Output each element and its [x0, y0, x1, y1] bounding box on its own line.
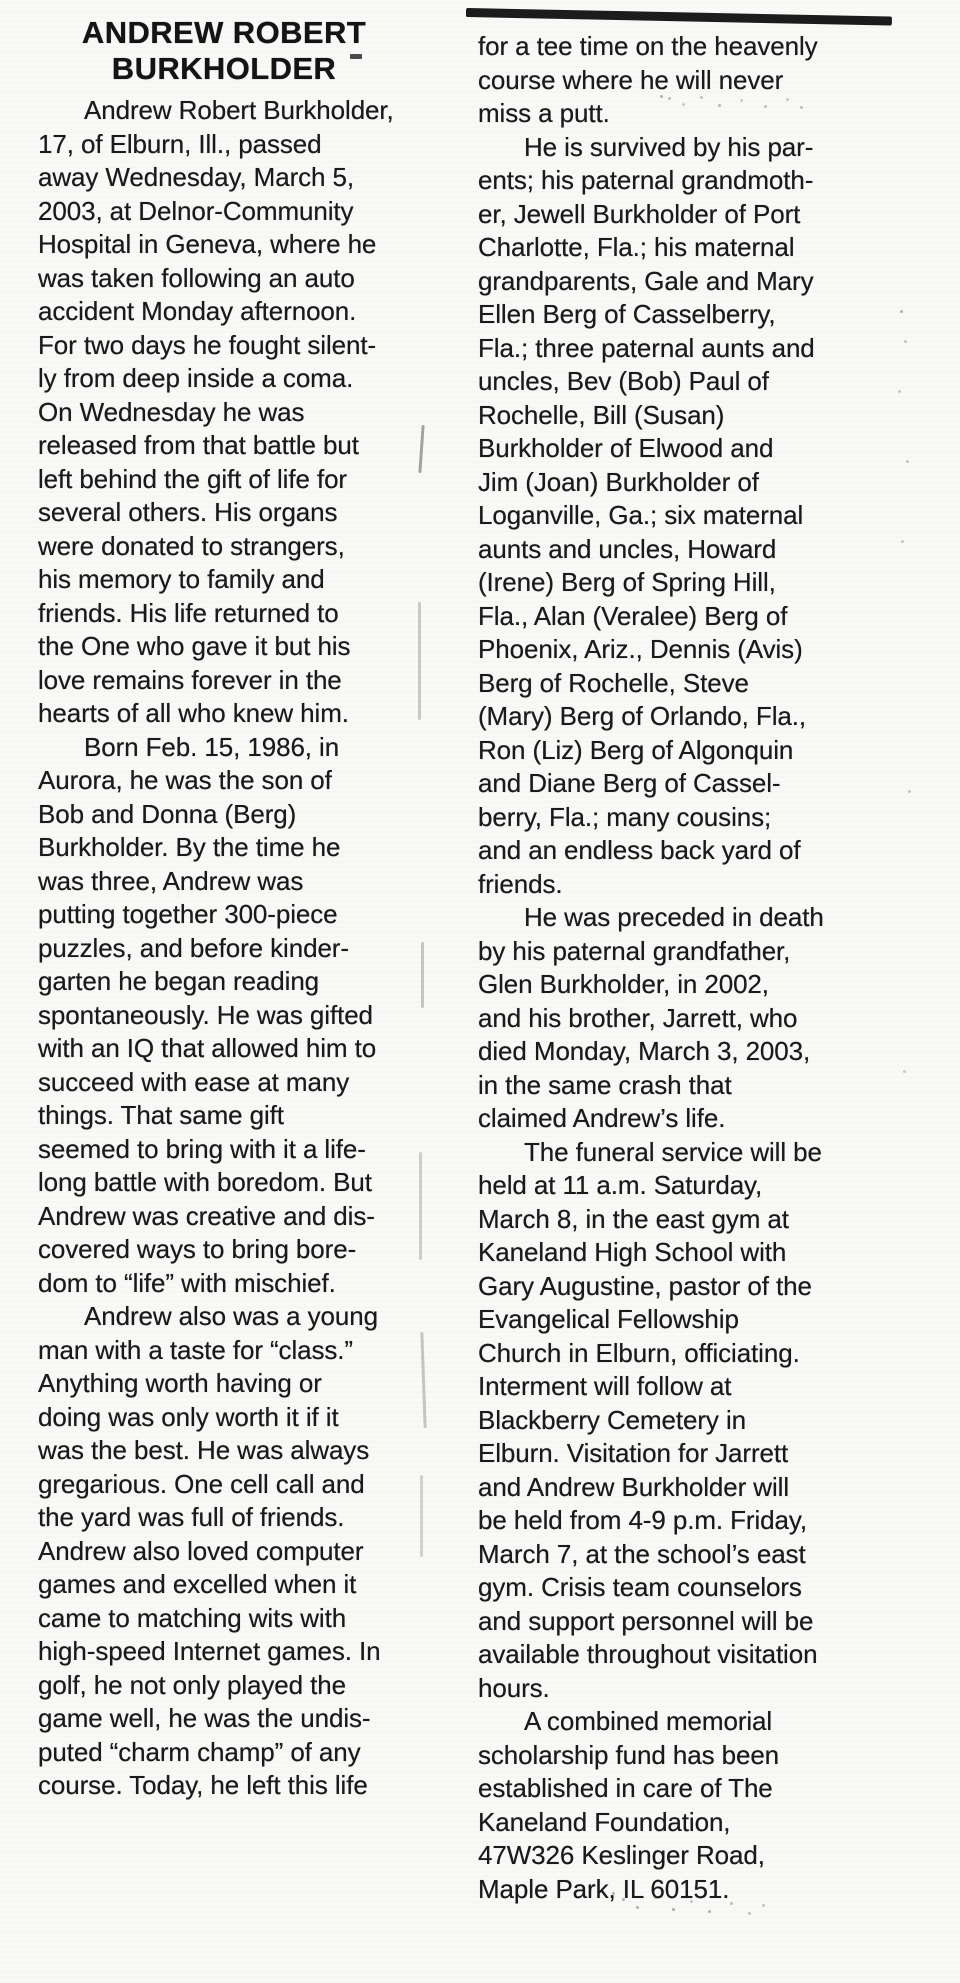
text-line: course. Today, he left this life: [38, 1770, 368, 1800]
text-line: Ron (Liz) Berg of Algonquin: [478, 734, 794, 765]
text-line: and an endless back yard of: [478, 835, 801, 865]
text-line: with an IQ that allowed him to: [38, 1033, 377, 1063]
gutter-rule-fragment: [420, 1475, 423, 1557]
text-line: Bob and Donna (Berg): [38, 798, 297, 829]
text-line: was the best. He was always: [38, 1435, 370, 1465]
headline-line-2: BURKHOLDER: [111, 51, 337, 86]
text-line: puted “charm champ” of any: [38, 1736, 361, 1767]
text-line: Evangelical Fellowship: [478, 1304, 739, 1334]
text-line: garten he began reading: [38, 966, 320, 996]
text-line: gregarious. One cell call and: [38, 1468, 365, 1499]
text-line: March 7, at the school’s east: [478, 1538, 806, 1569]
text-line: uncles, Bev (Bob) Paul of: [478, 366, 769, 396]
text-line: For two days he fought silent-: [38, 329, 377, 360]
text-line: Jim (Joan) Burkholder of: [478, 466, 759, 497]
text-line: miss a putt.: [478, 98, 610, 128]
text-line: came to matching wits with: [38, 1602, 347, 1633]
left-column: [38, 15, 410, 1803]
text-line: He was preceded in death: [524, 902, 824, 932]
right-column-text: [478, 30, 902, 1906]
text-line: claimed Andrew’s life.: [478, 1103, 726, 1133]
text-line: putting together 300-piece: [38, 899, 338, 929]
text-line: games and excelled when it: [38, 1569, 357, 1599]
text-line: man with a taste for “class.”: [38, 1334, 353, 1365]
text-line: Anything worth having or: [38, 1368, 322, 1398]
gutter-rule-fragment: [419, 1152, 422, 1260]
scan-noise: [350, 54, 362, 59]
text-line: scholarship fund has been: [478, 1739, 780, 1770]
text-line: Charlotte, Fla.; his maternal: [478, 232, 795, 262]
text-line: Born Feb. 15, 1986, in: [84, 731, 340, 762]
obituary-headline: [38, 15, 410, 87]
text-line: seemed to bring with it a life-: [38, 1133, 366, 1164]
text-line: On Wednesday he was: [38, 396, 305, 427]
text-line: covered ways to bring bore-: [38, 1234, 357, 1264]
scan-noise: [660, 95, 663, 98]
text-line: Andrew was creative and dis-: [38, 1200, 375, 1231]
headline-line-1: ANDREW ROBERT: [81, 15, 367, 50]
text-line: friends.: [478, 868, 563, 899]
text-line: Maple Park, IL 60151.: [478, 1873, 730, 1904]
gutter-rule-fragment: [418, 602, 421, 720]
text-line: friends. His life returned to: [38, 597, 339, 628]
text-line: love remains forever in the: [38, 664, 342, 695]
text-line: accident Monday afternoon.: [38, 296, 357, 326]
text-line: Gary Augustine, pastor of the: [478, 1270, 812, 1301]
text-line: Ellen Berg of Casselberry,: [478, 299, 776, 329]
text-line: 2003, at Delnor-Community: [38, 195, 354, 226]
text-line: by his paternal grandfather,: [478, 935, 791, 966]
gutter-rule-fragment: [420, 1332, 426, 1428]
paragraph: [38, 731, 410, 1301]
scan-noise: [900, 310, 903, 313]
text-line: available throughout visitation: [478, 1639, 818, 1669]
right-column: [478, 30, 902, 1906]
text-line: berry, Fla.; many cousins;: [478, 801, 772, 832]
text-line: The funeral service will be: [524, 1136, 822, 1167]
paragraph: [478, 30, 902, 131]
text-line: for a tee time on the heavenly: [478, 31, 818, 61]
text-line: ents; his paternal grandmoth-: [478, 165, 814, 195]
text-line: golf, he not only played the: [38, 1669, 346, 1700]
text-line: Rochelle, Bill (Susan): [478, 399, 725, 430]
text-line: Berg of Rochelle, Steve: [478, 667, 749, 698]
text-line: Phoenix, Ariz., Dennis (Avis): [478, 634, 803, 664]
text-line: be held from 4-9 p.m. Friday,: [478, 1505, 807, 1535]
gutter-rule-fragment: [421, 942, 424, 1008]
text-line: Andrew also loved computer: [38, 1535, 364, 1566]
text-line: things. That same gift: [38, 1100, 284, 1130]
text-line: grandparents, Gale and Mary: [478, 265, 814, 296]
text-line: He is survived by his par-: [524, 131, 814, 162]
paragraph: [478, 1136, 902, 1706]
text-line: high-speed Internet games. In: [38, 1636, 381, 1666]
text-line: March 8, in the east gym at: [478, 1203, 789, 1234]
text-line: er, Jewell Burkholder of Port: [478, 198, 801, 229]
text-line: hearts of all who knew him.: [38, 698, 349, 728]
text-line: and support personnel will be: [478, 1605, 814, 1636]
text-line: long battle with boredom. But: [38, 1167, 372, 1197]
paragraph: [38, 94, 410, 731]
text-line: Church in Elburn, officiating.: [478, 1337, 800, 1368]
text-line: held at 11 a.m. Saturday,: [478, 1170, 763, 1200]
text-line: left behind the gift of life for: [38, 463, 347, 494]
text-line: was three, Andrew was: [38, 865, 304, 896]
text-line: hours.: [478, 1672, 550, 1703]
text-line: Elburn. Visitation for Jarrett: [478, 1438, 789, 1468]
text-line: and his brother, Jarrett, who: [478, 1002, 798, 1033]
text-line: ly from deep inside a coma.: [38, 363, 354, 393]
paragraph: [478, 1705, 902, 1906]
text-line: A combined memorial: [524, 1706, 773, 1736]
text-line: the yard was full of friends.: [38, 1502, 345, 1532]
text-line: was taken following an auto: [38, 262, 355, 293]
gutter-rule-fragment: [418, 425, 424, 473]
text-line: several others. His organs: [38, 497, 338, 527]
text-line: spontaneously. He was gifted: [38, 999, 373, 1030]
text-line: established in care of The: [478, 1773, 773, 1803]
paragraph: [38, 1300, 410, 1803]
text-line: Andrew also was a young: [84, 1301, 378, 1331]
text-line: Aurora, he was the son of: [38, 765, 332, 795]
text-line: game well, he was the undis-: [38, 1703, 371, 1733]
text-line: (Mary) Berg of Orlando, Fla.,: [478, 701, 806, 731]
text-line: Burkholder of Elwood and: [478, 433, 774, 463]
text-line: Kaneland Foundation,: [478, 1806, 731, 1837]
text-line: Kaneland High School with: [478, 1237, 787, 1267]
text-line: doing was only worth it if it: [38, 1401, 339, 1432]
scan-noise: [612, 1892, 615, 1895]
paragraph: [478, 901, 902, 1136]
text-line: Andrew Robert Burkholder,: [84, 95, 394, 125]
text-line: and Andrew Burkholder will: [478, 1471, 790, 1502]
text-line: 17, of Elburn, Ill., passed: [38, 128, 322, 159]
text-line: puzzles, and before kinder-: [38, 932, 349, 963]
text-line: and Diane Berg of Cassel-: [478, 768, 781, 798]
text-line: course where he will never: [478, 64, 784, 95]
text-line: aunts and uncles, Howard: [478, 533, 777, 564]
text-line: 47W326 Keslinger Road,: [478, 1840, 765, 1870]
text-line: Interment will follow at: [478, 1371, 732, 1401]
text-line: (Irene) Berg of Spring Hill,: [478, 567, 776, 597]
text-line: Fla., Alan (Veralee) Berg of: [478, 600, 788, 631]
left-column-text: [38, 94, 410, 1803]
text-line: Blackberry Cemetery in: [478, 1404, 746, 1435]
text-line: Hospital in Geneva, where he: [38, 229, 377, 259]
text-line: Burkholder. By the time he: [38, 832, 341, 862]
text-line: gym. Crisis team counselors: [478, 1572, 802, 1602]
text-line: were donated to strangers,: [38, 530, 345, 561]
text-line: dom to “life” with mischief.: [38, 1267, 336, 1298]
text-line: Fla.; three paternal aunts and: [478, 332, 815, 363]
text-line: the One who gave it but his: [38, 631, 351, 661]
column-top-rule: [466, 8, 892, 26]
text-line: away Wednesday, March 5,: [38, 162, 355, 192]
text-line: released from that battle but: [38, 430, 359, 460]
text-line: in the same crash that: [478, 1069, 732, 1100]
text-line: succeed with ease at many: [38, 1066, 350, 1097]
paragraph: [478, 131, 902, 902]
text-line: his memory to family and: [38, 564, 325, 594]
text-line: Loganville, Ga.; six maternal: [478, 500, 804, 530]
text-line: Glen Burkholder, in 2002,: [478, 969, 769, 999]
text-line: died Monday, March 3, 2003,: [478, 1036, 811, 1066]
